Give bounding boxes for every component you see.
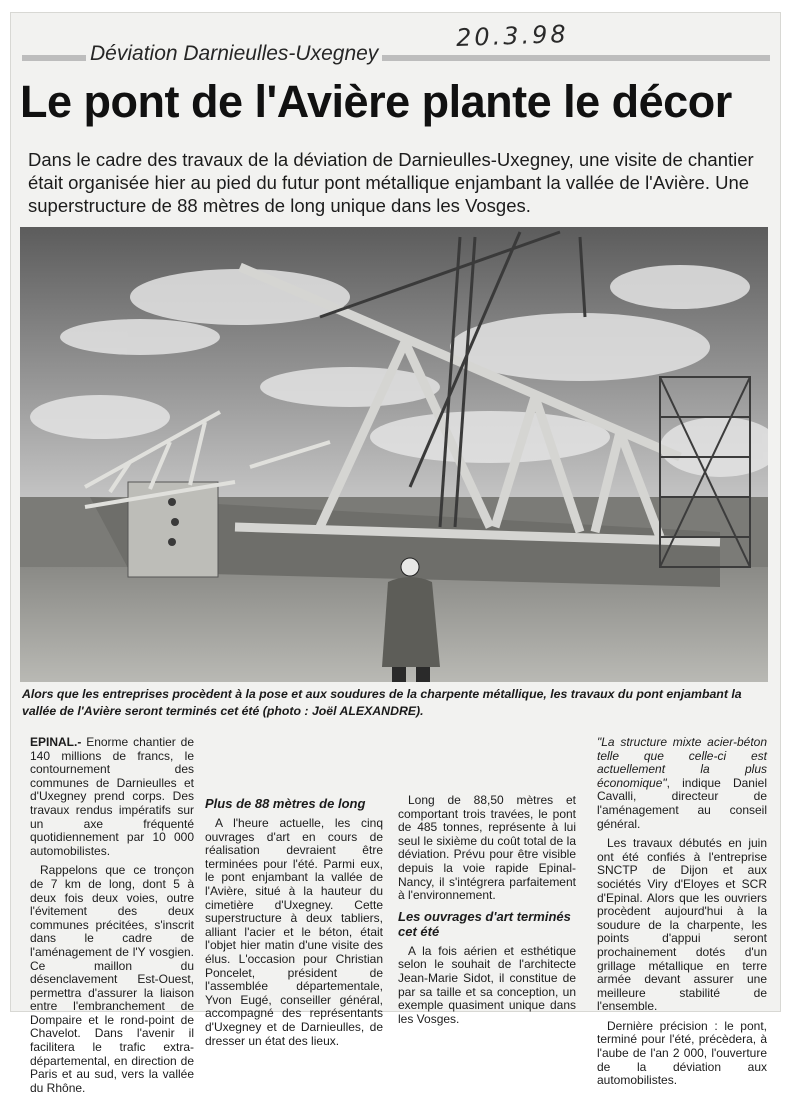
article-column-2 <box>205 736 383 1054</box>
article-paragraph: Dernière précision : le pont, terminé pour l'été, précèdera, à l'aube de l'an 2 000, l'ouverture de la déviation aux automobilistes. <box>597 1018 767 1088</box>
article-column-4 <box>597 736 767 1094</box>
article-column-1 <box>30 736 194 1101</box>
article-paragraph: A l'heure actuelle, les cinq ouvrages d'art en cours de réalisation devraient être terminées pour l'été. Parmi eux, le pont enjambant la vallée de l'Avière, situé à la hauteur du cimetière d'Uxegney. Cette superstructure à deux tabliers, alliant l'acier et le béton, était l'objet hier matin d'une visite des élus. L'occasion pour Christian Poncelet, président de l'assemblée départementale, Yvon Eugé, conseiller général, accompagné des représentants d'Uxegney et de Darnieulles, de dresser un état des lieux. <box>205 816 383 1048</box>
dateline: EPINAL.- <box>30 735 82 749</box>
article-intro: Enorme chantier de 140 millions de francs, le contournement des communes de Darnieulles et d'Uxegney prend corps. Des travaux rendus impératifs sur un axe fréquenté quotidiennement par 10 000 automobilistes. <box>30 735 194 858</box>
quote: "La structure mixte acier-béton telle que celle-ci est actuellement la plus économique" <box>597 735 767 790</box>
photo-caption: Alors que les entreprises procèdent à la pose et aux soudures de la charpente métallique, les travaux du pont enjambant la vallée de l'Avière seront terminés cet été (photo : Joël ALEXANDRE). <box>22 687 742 718</box>
bridge-photo-illustration <box>20 227 768 682</box>
article-paragraph: A la fois aérien et esthétique selon le souhait de l'architecte Jean-Marie Sidot, il constitue de par sa taille et sa conception, un exemple quasiment unique dans les Vosges. <box>398 943 576 1026</box>
subheading: Plus de 88 mètres de long <box>205 796 366 811</box>
lead-paragraph: Dans le cadre des travaux de la déviation de Darnieulles-Uxegney, une visite de chantier était organisée hier au pied du futur pont métallique enjambant la vallée de l'Avière. Une superstructure de 88 mètres de long unique dans les Vosges. <box>28 149 754 216</box>
article-paragraph: Les travaux débutés en juin ont été confiés à l'entreprise SNCTP de Dijon et aux sociétés Viry d'Eloyes et SCR d'Epinal. Alors que les ouvriers procèdent aujourd'hui à la soudure de la charpente, les points d'appui seront prochainement dotés d'un grillage métallique en terre armée devant assurer une meilleure stabilité de l'ensemble. <box>597 836 767 1014</box>
article-column-3 <box>398 736 576 1032</box>
kicker: Déviation Darnieulles-Uxegney <box>86 42 382 66</box>
bridge-photo <box>20 227 768 682</box>
handwritten-date: 20.3.98 <box>455 20 570 52</box>
article-paragraph <box>30 736 194 858</box>
headline: Le pont de l'Avière plante le décor <box>20 76 732 127</box>
article-paragraph: Long de 88,50 mètres et comportant trois travées, le pont de 485 tonnes, représente à lui seul le sixième du coût total de la déviation. Prévu pour être visible depuis la voie rapide Epinal-Nancy, il s'intégrera parfaitement à l'environnement. <box>398 793 576 903</box>
quote-attribution: , indique Daniel Cavalli, directeur de l'aménagement au conseil général. <box>597 775 767 831</box>
article-paragraph: Rappelons que ce tronçon de 7 km de long, dont 5 à deux fois deux voies, outre l'évitement des deux communes précitées, s'inscrit dans le cadre de l'aménagement de l'Y vosgien. Ce maillon du désenclavement Est-Ouest, permettra d'assurer la liaison entre l'embranchement de Dompaire et le rond-point de Chavelot. Dans l'avenir il facilitera le trafic extra-départemental, en direction de Paris et au sud, vers la vallée du Rhône. <box>30 863 194 1095</box>
article-paragraph <box>597 736 767 831</box>
subheading: Les ouvrages d'art terminés cet été <box>398 908 571 939</box>
